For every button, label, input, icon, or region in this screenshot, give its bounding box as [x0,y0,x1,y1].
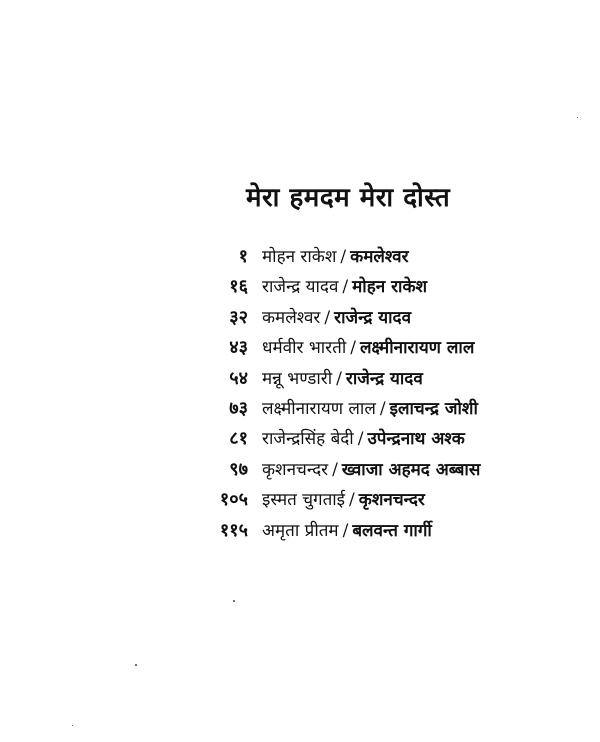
toc-author: मन्नू भण्डारी [262,368,333,389]
toc-separator: / [336,368,342,389]
toc-partner: कृशनचन्दर [358,490,425,511]
toc-partner: ख्वाजा अहमद अब्बास [341,459,481,480]
toc-author: कृशनचन्दर [262,459,329,480]
print-speck [72,725,73,726]
toc-page-number: ३२ [229,306,248,328]
toc-partner: लक्ष्मीनारायण लाल [359,338,475,359]
toc-page-number: ५४ [229,367,248,389]
toc-entry [190,485,570,515]
toc-separator: / [379,398,386,419]
toc-page-number: १०५ [219,489,248,511]
toc-author: राजेन्द्रसिंह बेदी [262,429,354,450]
toc-page-number: ४३ [229,337,248,359]
toc-author: राजेन्द्र यादव [262,277,339,298]
print-speck [577,117,578,118]
toc-page-number: ११५ [219,519,248,541]
toc-entry [190,394,570,424]
toc-partner: इलाचन्द्र जोशी [389,398,478,419]
toc-partner: राजेन्द्र यादव [334,307,412,328]
toc-page-number: ७३ [229,397,248,419]
toc-separator: / [342,277,349,298]
toc-separator: / [332,459,338,480]
toc-page-number: ८१ [229,428,248,450]
page-title: मेरा हमदम मेरा दोस्त [246,183,451,213]
toc-author: धर्मवीर भारती [262,338,347,359]
toc-entry [190,455,570,485]
toc-author: इस्मत चुगताई [262,490,346,511]
toc-separator: / [340,247,347,267]
print-speck [233,600,235,602]
toc-entry [190,303,570,333]
toc-page-number: १६ [229,276,248,298]
print-speck [135,664,137,666]
toc-separator: / [349,490,355,511]
toc-page-number: १ [238,246,248,267]
toc-separator: / [357,429,364,450]
toc-author: लक्ष्मीनारायण लाल [262,398,376,419]
toc-partner: राजेन्द्र यादव [345,368,423,389]
toc-partner: कमलेश्वर [350,247,409,267]
toc-partner: बलवन्त गार्गी [352,520,432,541]
toc-entry [190,333,570,363]
toc-entry [190,242,570,272]
toc-author: मोहन राकेश [262,247,337,267]
toc-separator: / [350,338,356,359]
toc-entry [190,424,570,454]
toc-page-number: ९७ [229,458,248,480]
toc-author: कमलेश्वर [262,307,321,328]
table-of-contents [190,242,570,546]
toc-entry [190,516,570,546]
toc-separator: / [324,307,331,328]
toc-entry [190,364,570,394]
toc-separator: / [342,520,349,541]
toc-entry [190,272,570,302]
toc-partner: मोहन राकेश [352,277,428,298]
toc-author: अमृता प्रीतम [262,520,339,541]
toc-partner: उपेन्द्रनाथ अश्क [367,429,465,450]
